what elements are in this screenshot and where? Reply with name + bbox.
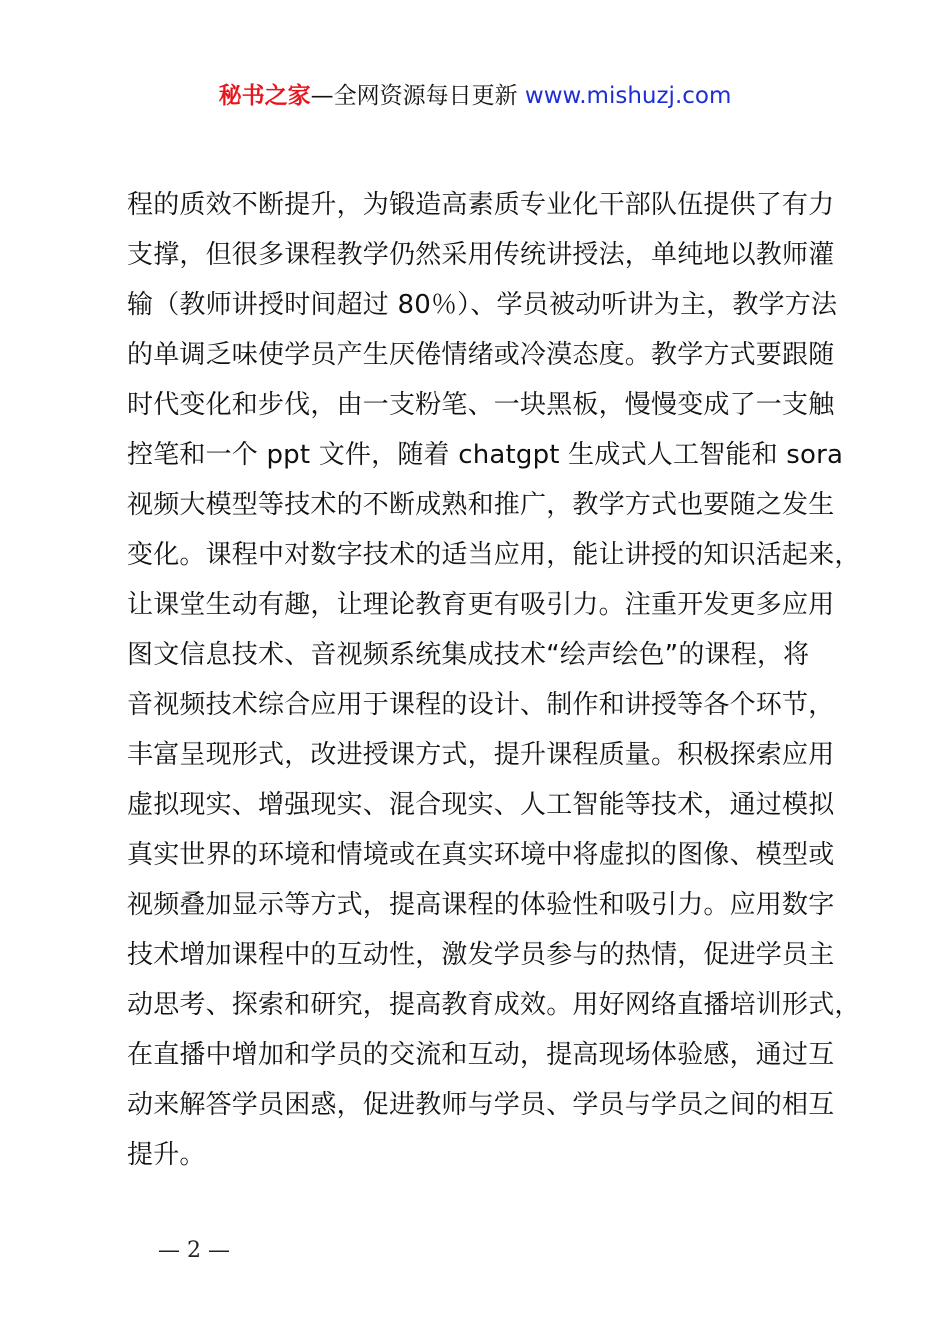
body-line: 动思考、探索和研究，提高教育成效。用好网络直播培训形式， bbox=[127, 990, 861, 1020]
body-line: 提升。 bbox=[127, 1140, 206, 1170]
body-line: 时代变化和步伐，由一支粉笔、一块黑板，慢慢变成了一支触 bbox=[127, 390, 835, 420]
body-line: 丰富呈现形式，改进授课方式，提升课程质量。积极探索应用 bbox=[127, 740, 835, 770]
body-line: 的单调乏味使学员产生厌倦情绪或冷漠态度。教学方式要跟随 bbox=[127, 340, 835, 370]
body-line: 技术增加课程中的互动性，激发学员参与的热情，促进学员主 bbox=[127, 940, 835, 970]
body-line: 变化。课程中对数字技术的适当应用，能让讲授的知识活起来， bbox=[127, 540, 861, 570]
body-line: 图文信息技术、音视频系统集成技术“绘声绘色”的课程，将 bbox=[127, 640, 810, 670]
body-line: 支撑，但很多课程教学仍然采用传统讲授法，单纯地以教师灌 bbox=[127, 240, 835, 270]
body-line: 让课堂生动有趣，让理论教育更有吸引力。注重开发更多应用 bbox=[127, 590, 835, 620]
body-line: 在直播中增加和学员的交流和互动，提高现场体验感，通过互 bbox=[127, 1040, 835, 1070]
body-line: 真实世界的环境和情境或在真实环境中将虚拟的图像、模型或 bbox=[127, 840, 835, 870]
body-line: 控笔和一个 ppt 文件，随着 chatgpt 生成式人工智能和 sora bbox=[127, 440, 844, 470]
body-line: 音视频技术综合应用于课程的设计、制作和讲授等各个环节， bbox=[127, 690, 835, 720]
banner-slogan: —全网资源每日更新 bbox=[310, 83, 525, 109]
document-body bbox=[127, 180, 867, 1180]
banner-brand: 秘书之家 bbox=[218, 83, 311, 109]
body-line: 程的质效不断提升，为锻造高素质专业化干部队伍提供了有力 bbox=[127, 190, 835, 220]
banner-url[interactable]: www.mishuzj.com bbox=[524, 83, 732, 109]
body-line: 虚拟现实、增强现实、混合现实、人工智能等技术，通过模拟 bbox=[127, 790, 835, 820]
page-number: — 2 — bbox=[158, 1238, 230, 1263]
site-banner bbox=[0, 78, 950, 114]
body-line: 视频叠加显示等方式，提高课程的体验性和吸引力。应用数字 bbox=[127, 890, 835, 920]
body-line: 动来解答学员困惑，促进教师与学员、学员与学员之间的相互 bbox=[127, 1090, 835, 1120]
body-line: 视频大模型等技术的不断成熟和推广，教学方式也要随之发生 bbox=[127, 490, 835, 520]
body-line: 输（教师讲授时间超过 80％）、学员被动听讲为主，教学方法 bbox=[127, 290, 838, 320]
